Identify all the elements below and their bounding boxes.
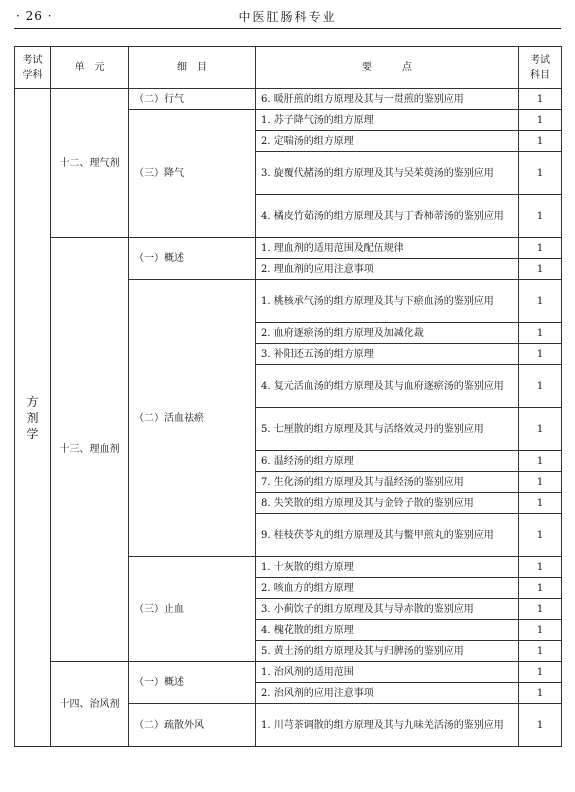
- table-row: [15, 238, 562, 259]
- unit-cell: 十二、理气剂: [51, 89, 129, 238]
- header-item: 细 目: [129, 47, 256, 89]
- point-cell: 2. 咳血方的组方原理: [256, 578, 519, 599]
- header-row: [15, 47, 562, 89]
- table-row: [15, 89, 562, 110]
- score-cell: 1: [519, 514, 562, 557]
- table-row: [15, 662, 562, 683]
- header-unit: 单 元: [51, 47, 129, 89]
- header-score: 考试 科目: [519, 47, 562, 89]
- score-cell: 1: [519, 641, 562, 662]
- syllabus-table: [14, 46, 562, 747]
- item-cell: （三）降气: [129, 110, 256, 238]
- subject-cell: 方 剂 学: [15, 89, 51, 747]
- score-cell: 1: [519, 662, 562, 683]
- point-cell: 2. 定喘汤的组方原理: [256, 131, 519, 152]
- point-cell: 9. 桂枝茯苓丸的组方原理及其与鳖甲煎丸的鉴别应用: [256, 514, 519, 557]
- point-cell: 4. 槐花散的组方原理: [256, 620, 519, 641]
- score-cell: 1: [519, 578, 562, 599]
- score-cell: 1: [519, 451, 562, 472]
- point-cell: 1. 川芎茶调散的组方原理及其与九味羌活汤的鉴别应用: [256, 704, 519, 747]
- score-cell: 1: [519, 408, 562, 451]
- point-cell: 3. 补阳还五汤的组方原理: [256, 344, 519, 365]
- item-cell: （三）止血: [129, 557, 256, 662]
- point-cell: 3. 小蓟饮子的组方原理及其与导赤散的鉴别应用: [256, 599, 519, 620]
- item-cell: （二）行气: [129, 89, 256, 110]
- point-cell: 2. 血府逐瘀汤的组方原理及加减化裁: [256, 323, 519, 344]
- score-cell: 1: [519, 259, 562, 280]
- score-cell: 1: [519, 280, 562, 323]
- score-cell: 1: [519, 344, 562, 365]
- point-cell: 2. 理血剂的应用注意事项: [256, 259, 519, 280]
- score-cell: 1: [519, 472, 562, 493]
- point-cell: 7. 生化汤的组方原理及其与温经汤的鉴别应用: [256, 472, 519, 493]
- point-cell: 1. 治风剂的适用范围: [256, 662, 519, 683]
- score-cell: 1: [519, 365, 562, 408]
- page-header: [14, 0, 561, 29]
- score-cell: 1: [519, 557, 562, 578]
- score-cell: 1: [519, 620, 562, 641]
- score-cell: 1: [519, 89, 562, 110]
- point-cell: 4. 橘皮竹茹汤的组方原理及其与丁香柿蒂汤的鉴别应用: [256, 195, 519, 238]
- header-subject: 考试 学科: [15, 47, 51, 89]
- point-cell: 5. 七厘散的组方原理及其与活络效灵丹的鉴别应用: [256, 408, 519, 451]
- running-title: 中医肛肠科专业: [238, 10, 337, 24]
- score-cell: 1: [519, 683, 562, 704]
- score-cell: 1: [519, 238, 562, 259]
- score-cell: 1: [519, 152, 562, 195]
- score-cell: 1: [519, 704, 562, 747]
- point-cell: 5. 黄土汤的组方原理及其与归脾汤的鉴别应用: [256, 641, 519, 662]
- point-cell: 4. 复元活血汤的组方原理及其与血府逐瘀汤的鉴别应用: [256, 365, 519, 408]
- score-cell: 1: [519, 599, 562, 620]
- unit-cell: 十四、治风剂: [51, 662, 129, 747]
- point-cell: 3. 旋覆代赭汤的组方原理及其与吴茱萸汤的鉴别应用: [256, 152, 519, 195]
- point-cell: 1. 苏子降气汤的组方原理: [256, 110, 519, 131]
- point-cell: 1. 桃核承气汤的组方原理及其与下瘀血汤的鉴别应用: [256, 280, 519, 323]
- point-cell: 6. 温经汤的组方原理: [256, 451, 519, 472]
- score-cell: 1: [519, 195, 562, 238]
- item-cell: （一）概述: [129, 238, 256, 280]
- point-cell: 6. 暖肝煎的组方原理及其与一贯煎的鉴别应用: [256, 89, 519, 110]
- score-cell: 1: [519, 131, 562, 152]
- point-cell: 1. 理血剂的适用范围及配伍规律: [256, 238, 519, 259]
- unit-cell: 十三、理血剂: [51, 238, 129, 662]
- item-cell: （二）疏散外风: [129, 704, 256, 747]
- score-cell: 1: [519, 493, 562, 514]
- page-number: · 26 ·: [16, 9, 53, 23]
- point-cell: 1. 十灰散的组方原理: [256, 557, 519, 578]
- item-cell: （二）活血祛瘀: [129, 280, 256, 557]
- point-cell: 2. 治风剂的应用注意事项: [256, 683, 519, 704]
- item-cell: （一）概述: [129, 662, 256, 704]
- table-body: [15, 89, 562, 747]
- point-cell: 8. 失笑散的组方原理及其与金铃子散的鉴别应用: [256, 493, 519, 514]
- score-cell: 1: [519, 323, 562, 344]
- score-cell: 1: [519, 110, 562, 131]
- header-points: 要 点: [256, 47, 519, 89]
